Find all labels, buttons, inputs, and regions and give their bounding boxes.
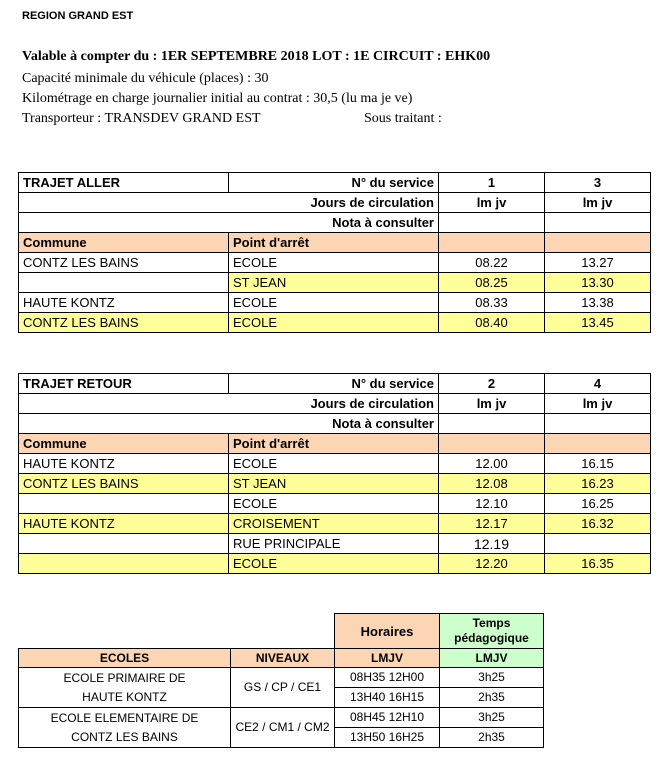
nota-cell: [545, 213, 651, 233]
time-cell: 12.17: [439, 514, 545, 534]
table-row: [19, 253, 651, 273]
capacite-line: Capacité minimale du véhicule (places) : 30: [22, 71, 269, 86]
niveaux-cell: CE2 / CM1 / CM2: [231, 708, 335, 748]
nota-cell: [439, 414, 545, 434]
arret-cell: CROISEMENT: [229, 514, 439, 534]
time-cell: 12.00: [439, 454, 545, 474]
valable-line: Valable à compter du : 1ER SEPTEMBRE 2018 LOT : 1E CIRCUIT : EHK00: [22, 49, 491, 64]
time-cell: 13.27: [545, 253, 651, 273]
jours-value: lm jv: [439, 193, 545, 213]
service-label: N° du service: [229, 173, 439, 193]
time-cell: [545, 534, 651, 554]
commune-header: Commune: [19, 233, 229, 253]
nota-label: Nota à consulter: [19, 414, 439, 434]
lmjv-header: LMJV: [335, 649, 440, 668]
arret-header: Point d'arrêt: [229, 434, 439, 454]
service-number: 3: [545, 173, 651, 193]
nota-cell: [545, 414, 651, 434]
ecole-name-line: HAUTE KONTZ: [82, 689, 167, 704]
horaire-cell: 13H40 16H15: [335, 688, 440, 708]
retour-title: TRAJET RETOUR: [19, 374, 229, 394]
time-cell: 12.10: [439, 494, 545, 514]
horaire-cell: 08H45 12H10: [335, 708, 440, 728]
table-row: [19, 454, 651, 474]
header-cell: [439, 434, 545, 454]
table-row: [19, 514, 651, 534]
transporteur-line: Transporteur : TRANSDEV GRAND EST: [22, 111, 261, 126]
ecole-name: [19, 668, 231, 708]
time-cell: 08.33: [439, 293, 545, 313]
table-row: [19, 554, 651, 574]
ecole-name-line: CONTZ LES BAINS: [71, 729, 178, 744]
time-cell: 16.23: [545, 474, 651, 494]
temps-cell: 3h25: [440, 668, 544, 688]
table-retour: [18, 373, 651, 574]
table-row: [19, 313, 651, 333]
time-cell: 08.40: [439, 313, 545, 333]
header-cell: [439, 233, 545, 253]
time-cell: 12.19: [439, 534, 545, 554]
temps-cell: 3h25: [440, 708, 544, 728]
table-row: [19, 293, 651, 313]
time-cell: 08.25: [439, 273, 545, 293]
service-number: 2: [439, 374, 545, 394]
ecole-name: [19, 708, 231, 748]
table-row: [19, 474, 651, 494]
time-cell: 08.22: [439, 253, 545, 273]
time-cell: 12.08: [439, 474, 545, 494]
commune-cell: HAUTE KONTZ: [19, 293, 229, 313]
arret-cell: ECOLE: [229, 253, 439, 273]
aller-title: TRAJET ALLER: [19, 173, 229, 193]
time-cell: 16.25: [545, 494, 651, 514]
service-number: 1: [439, 173, 545, 193]
commune-cell: [19, 273, 229, 293]
lmjv-header: LMJV: [440, 649, 544, 668]
ecole-name-line: ECOLE ELEMENTAIRE DE: [50, 710, 199, 725]
header-cell: [545, 434, 651, 454]
sous-traitant-line: Sous traitant :: [364, 111, 442, 126]
horaire-cell: 08H35 12H00: [335, 668, 440, 688]
commune-header: Commune: [19, 434, 229, 454]
jours-value: lm jv: [545, 193, 651, 213]
jours-value: lm jv: [545, 394, 651, 414]
temps-cell: 2h35: [440, 728, 544, 748]
horaire-cell: 13H50 16H25: [335, 728, 440, 748]
region-title: REGION GRAND EST: [22, 10, 134, 22]
arret-cell: ST JEAN: [229, 474, 439, 494]
table-aller: [18, 172, 651, 333]
table-row: [19, 534, 651, 554]
commune-cell: CONTZ LES BAINS: [19, 253, 229, 273]
service-number: 4: [545, 374, 651, 394]
commune-cell: [19, 534, 229, 554]
table-ecoles: [18, 613, 544, 748]
nota-cell: [439, 213, 545, 233]
table-row: [19, 494, 651, 514]
commune-cell: [19, 494, 229, 514]
time-cell: 12.20: [439, 554, 545, 574]
header-cell: [545, 233, 651, 253]
table-row: [19, 273, 651, 293]
arret-cell: ECOLE: [229, 454, 439, 474]
temps-pedagogique-header: Temps pédagogique: [440, 614, 544, 649]
jours-label: Jours de circulation: [19, 193, 439, 213]
commune-cell: CONTZ LES BAINS: [19, 474, 229, 494]
arret-cell: ECOLE: [229, 554, 439, 574]
commune-cell: [19, 554, 229, 574]
time-cell: 16.15: [545, 454, 651, 474]
commune-cell: CONTZ LES BAINS: [19, 313, 229, 333]
arret-cell: RUE PRINCIPALE: [229, 534, 439, 554]
ecole-name-line: ECOLE PRIMAIRE DE: [63, 670, 186, 685]
time-cell: 13.30: [545, 273, 651, 293]
table-row: [19, 668, 544, 688]
table-row: [19, 708, 544, 728]
time-cell: 13.38: [545, 293, 651, 313]
jours-value: lm jv: [439, 394, 545, 414]
niveaux-cell: GS / CP / CE1: [231, 668, 335, 708]
commune-cell: HAUTE KONTZ: [19, 454, 229, 474]
ecoles-header: ECOLES: [19, 649, 231, 668]
time-cell: 16.35: [545, 554, 651, 574]
commune-cell: HAUTE KONTZ: [19, 514, 229, 534]
niveaux-header: NIVEAUX: [231, 649, 335, 668]
time-cell: 13.45: [545, 313, 651, 333]
arret-cell: ST JEAN: [229, 273, 439, 293]
jours-label: Jours de circulation: [19, 394, 439, 414]
time-cell: 16.32: [545, 514, 651, 534]
nota-label: Nota à consulter: [19, 213, 439, 233]
kilometrage-line: Kilométrage en charge journalier initial au contrat : 30,5 (lu ma je ve): [22, 91, 413, 106]
service-label: N° du service: [229, 374, 439, 394]
horaires-header: Horaires: [335, 614, 440, 649]
arret-header: Point d'arrêt: [229, 233, 439, 253]
temps-cell: 2h35: [440, 688, 544, 708]
arret-cell: ECOLE: [229, 313, 439, 333]
arret-cell: ECOLE: [229, 293, 439, 313]
arret-cell: ECOLE: [229, 494, 439, 514]
